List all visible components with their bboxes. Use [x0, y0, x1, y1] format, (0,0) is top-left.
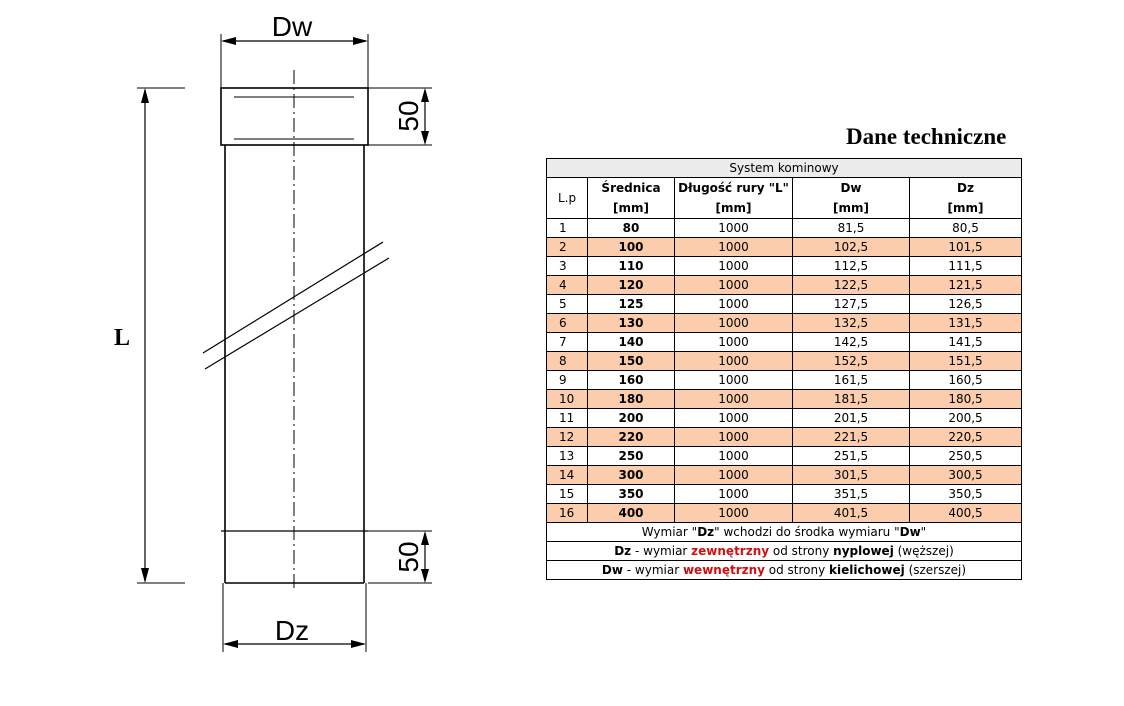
cell-dw: 102,5 — [793, 238, 910, 257]
cell-dw: 81,5 — [793, 219, 910, 238]
cell-dz: 141,5 — [910, 333, 1022, 352]
cell-dz: 200,5 — [910, 409, 1022, 428]
dz-dimension — [223, 583, 366, 652]
table-row — [547, 485, 1022, 504]
cell-dlugosc: 1000 — [675, 485, 793, 504]
spigot-dimension — [368, 531, 432, 583]
cell-srednica: 80 — [588, 219, 675, 238]
dw-dimension — [221, 11, 368, 45]
cell-lp: 5 — [547, 295, 588, 314]
cell-dz: 126,5 — [910, 295, 1022, 314]
cell-dlugosc: 1000 — [675, 276, 793, 295]
cell-dz: 400,5 — [910, 504, 1022, 523]
header-dlugosc: Długość rury "L" [mm] — [675, 178, 793, 219]
cell-dw: 152,5 — [793, 352, 910, 371]
cell-dw: 161,5 — [793, 371, 910, 390]
cell-dz: 131,5 — [910, 314, 1022, 333]
table-row — [547, 428, 1022, 447]
cell-lp: 7 — [547, 333, 588, 352]
length-dimension — [114, 88, 185, 583]
header-srednica: Średnica [mm] — [588, 178, 675, 219]
cell-srednica: 120 — [588, 276, 675, 295]
note-1: Wymiar "Dz" wchodzi do środka wymiaru "Dw" — [547, 523, 1022, 542]
cell-srednica: 100 — [588, 238, 675, 257]
cell-dlugosc: 1000 — [675, 390, 793, 409]
table-row — [547, 276, 1022, 295]
length-label: L — [114, 325, 131, 351]
cell-lp: 13 — [547, 447, 588, 466]
cell-dlugosc: 1000 — [675, 409, 793, 428]
pipe-drawing — [0, 0, 540, 706]
note-row-3 — [547, 561, 1022, 580]
cell-dz: 350,5 — [910, 485, 1022, 504]
cell-dlugosc: 1000 — [675, 238, 793, 257]
cell-srednica: 220 — [588, 428, 675, 447]
cell-lp: 1 — [547, 219, 588, 238]
cell-lp: 14 — [547, 466, 588, 485]
table-row — [547, 257, 1022, 276]
cell-dlugosc: 1000 — [675, 466, 793, 485]
cell-lp: 3 — [547, 257, 588, 276]
cell-srednica: 350 — [588, 485, 675, 504]
note-3: Dw - wymiar wewnętrzny od strony kielichowej (szerszej) — [547, 561, 1022, 580]
cell-dw: 351,5 — [793, 485, 910, 504]
socket-dim-label: 50 — [393, 100, 424, 132]
cell-lp: 8 — [547, 352, 588, 371]
cell-lp: 15 — [547, 485, 588, 504]
cell-dw: 221,5 — [793, 428, 910, 447]
cell-dlugosc: 1000 — [675, 352, 793, 371]
cell-dlugosc: 1000 — [675, 504, 793, 523]
spigot-dim-label: 50 — [393, 541, 424, 573]
header-lp: L.p — [547, 178, 588, 219]
table-header-row — [547, 178, 1022, 219]
table-caption: System kominowy — [547, 159, 1022, 178]
cell-dw: 301,5 — [793, 466, 910, 485]
cell-dz: 220,5 — [910, 428, 1022, 447]
table-row — [547, 295, 1022, 314]
cell-srednica: 125 — [588, 295, 675, 314]
cell-lp: 11 — [547, 409, 588, 428]
dw-label: Dw — [271, 11, 313, 42]
cell-srednica: 110 — [588, 257, 675, 276]
table-caption-row — [547, 159, 1022, 178]
cell-lp: 16 — [547, 504, 588, 523]
table-row — [547, 238, 1022, 257]
cell-srednica: 140 — [588, 333, 675, 352]
table-row — [547, 352, 1022, 371]
header-dw: Dw [mm] — [793, 178, 910, 219]
cell-dz: 180,5 — [910, 390, 1022, 409]
cell-dz: 300,5 — [910, 466, 1022, 485]
cell-lp: 6 — [547, 314, 588, 333]
cell-lp: 12 — [547, 428, 588, 447]
cell-dlugosc: 1000 — [675, 314, 793, 333]
cell-dw: 201,5 — [793, 409, 910, 428]
table-row — [547, 447, 1022, 466]
table-title: Dane techniczne — [846, 124, 1007, 149]
break-lines — [203, 217, 389, 395]
dz-label: Dz — [274, 615, 310, 646]
cell-dw: 112,5 — [793, 257, 910, 276]
cell-dz: 121,5 — [910, 276, 1022, 295]
cell-srednica: 300 — [588, 466, 675, 485]
cell-lp: 9 — [547, 371, 588, 390]
note-row-2 — [547, 542, 1022, 561]
cell-dw: 142,5 — [793, 333, 910, 352]
cell-dz: 160,5 — [910, 371, 1022, 390]
cell-lp: 4 — [547, 276, 588, 295]
table-row — [547, 409, 1022, 428]
table-row — [547, 466, 1022, 485]
cell-dlugosc: 1000 — [675, 333, 793, 352]
cell-dlugosc: 1000 — [675, 371, 793, 390]
note-row-1 — [547, 523, 1022, 542]
cell-dw: 122,5 — [793, 276, 910, 295]
cell-dw: 251,5 — [793, 447, 910, 466]
table-row — [547, 504, 1022, 523]
cell-dz: 151,5 — [910, 352, 1022, 371]
socket-dimension — [368, 88, 432, 145]
cell-lp: 2 — [547, 238, 588, 257]
cell-lp: 10 — [547, 390, 588, 409]
cell-dlugosc: 1000 — [675, 428, 793, 447]
table-row — [547, 390, 1022, 409]
header-dz: Dz [mm] — [910, 178, 1022, 219]
cell-dz: 80,5 — [910, 219, 1022, 238]
cell-dw: 132,5 — [793, 314, 910, 333]
cell-srednica: 130 — [588, 314, 675, 333]
cell-dw: 401,5 — [793, 504, 910, 523]
cell-dw: 181,5 — [793, 390, 910, 409]
cell-srednica: 180 — [588, 390, 675, 409]
cell-dlugosc: 1000 — [675, 295, 793, 314]
table-row — [547, 333, 1022, 352]
cell-srednica: 150 — [588, 352, 675, 371]
table-row — [547, 219, 1022, 238]
cell-srednica: 250 — [588, 447, 675, 466]
cell-dz: 250,5 — [910, 447, 1022, 466]
cell-dw: 127,5 — [793, 295, 910, 314]
cell-dlugosc: 1000 — [675, 257, 793, 276]
spec-table — [546, 158, 1022, 580]
cell-dlugosc: 1000 — [675, 447, 793, 466]
table-row — [547, 314, 1022, 333]
cell-dz: 101,5 — [910, 238, 1022, 257]
note-2: Dz - wymiar zewnętrzny od strony nyplowej (węższej) — [547, 542, 1022, 561]
cell-srednica: 400 — [588, 504, 675, 523]
table-row — [547, 371, 1022, 390]
cell-srednica: 160 — [588, 371, 675, 390]
cell-srednica: 200 — [588, 409, 675, 428]
cell-dz: 111,5 — [910, 257, 1022, 276]
cell-dlugosc: 1000 — [675, 219, 793, 238]
